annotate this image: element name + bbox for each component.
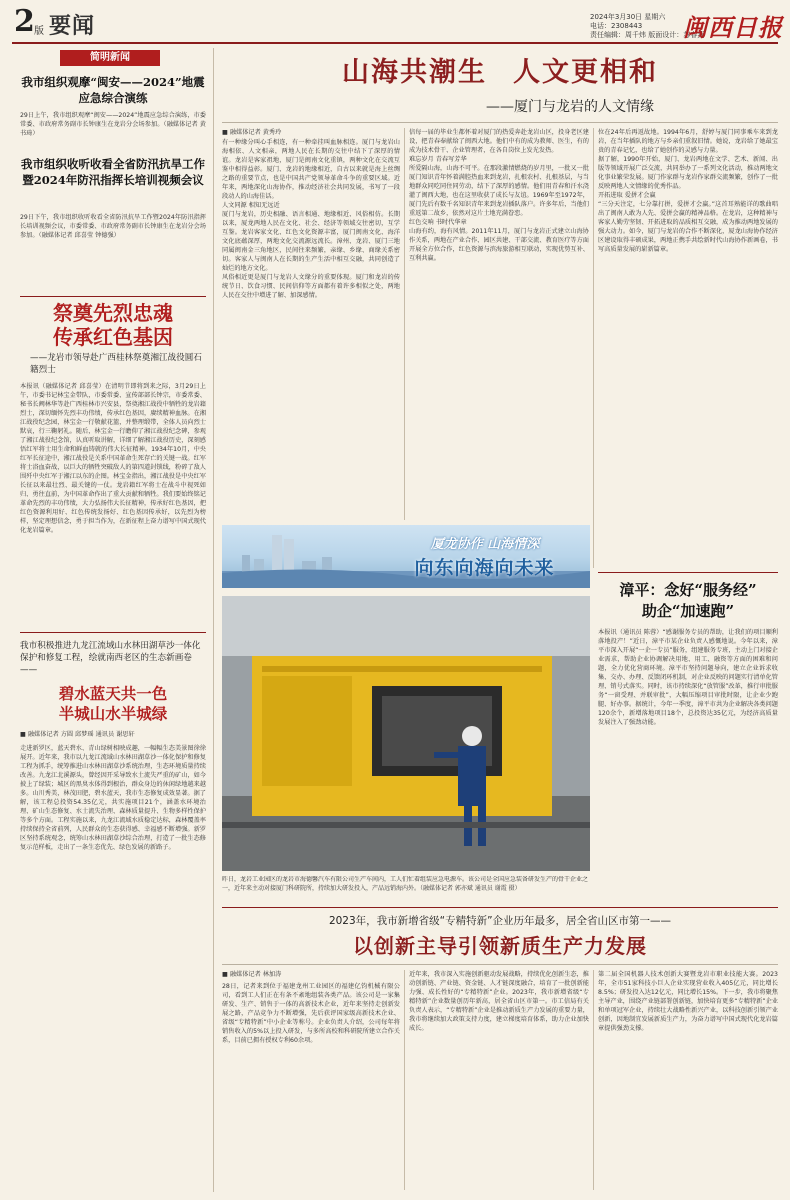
page-number: 2 (14, 4, 35, 39)
article-left2-subtitle: 我市积极推进九龙江流域山水林田湖草沙一体化保护和修复工程，绘就南西老区的生态新画卷—— (20, 641, 201, 675)
masthead-date: 2024年3月30日 星期六 (590, 13, 666, 21)
article-right-body: 本报讯（通讯员 陈蓉）“感谢服务专员的帮助，让我们的项目顺利落地投产！”近日，漳平市某企业负责人感慨地说。今年以来，漳平市深入开展“一企一专员”服务，组建服务专班，主动上门对接企业需求，帮助企业协调解决用地、用工、融资等方面的困难和问题，全力优化营商环境。漳平市坚持问题导向，建立企业诉求收集、交办、办理、反馈闭环机制，对企业反映的问题实行清单化管理、销号式落实。同时，该市持续深化“放管服”改革，推行审批服务“一窗受理、并联审批”，大幅压缩项目审批时限，让企业少跑腿、好办事。据统计，今年一季度，漳平市共为企业解决各类问题120余个，新增落地项目18个，总投资达35亿元，为经济高质量发展注入了强劲动能。 (598, 629, 778, 726)
bottom-column-3: 第二届全国机器人技术创新大赛暨龙岩市职业技能大赛。2023年，全市51家科技小巨人企业实现营业收入405亿元，同比增长8.5%；研发投入达12亿元，同比增长15%。下一步，我市将聚焦主导产业，围绕产业链部署创新链，加快培育更多“专精特新”企业和单项冠军企业，持续壮大战略性新兴产业，以科技创新引领产业创新，因地制宜发展新质生产力，为奋力谱写中国式现代化龙岩篇章提供强劲支撑。 (598, 971, 778, 1032)
masthead-editors: 责任编辑：周千炜 版面设计：苏春燕 (590, 31, 705, 39)
bottom-byline: ■ 融媒体记者 林加涛 (222, 971, 282, 978)
feature-divider-1 (404, 128, 405, 520)
article-left2-title-line1: 碧水蓝天共一色 (58, 684, 168, 703)
article-left2-title-line2: 半城山水半城绿 (58, 704, 168, 723)
brief-section-tag: 简明新闻 (60, 50, 160, 66)
feature-divider-2 (593, 128, 594, 568)
column-divider-left (213, 48, 214, 1192)
feature-column-3: 位在24年后再返故地。1994年6月，舒婷与厦门同事乘车来到龙岩，在当年插队的地方与乡亲们重叙旧情。她说，龙岩给了她最宝贵的青春记忆，也给了她创作的灵感与力量。 据了解，1990年开始，厦门、龙岩两地在文学、艺术、新闻、出版等领域开展广泛交流，共同举办了一系列文化活动，推动两地文化事业繁荣发展。厦门作家群与龙岩作家群交流频繁，创作了一批反映两地人文情缘的优秀作品。 开拓进取 爱拼才会赢 “三分天注定，七分靠打拼，爱拼才会赢。”这首耳熟能详的歌曲唱出了闽南人敢为人先、爱拼会赢的精神品格。在龙岩，这种精神与客家人勤劳坚韧、开拓进取的品质相互交融，成为推动两地发展的强大动力。如今，厦门与龙岩的合作不断深化，厦龙山海协作经济区建设取得丰硕成果，两地正携手共绘新时代山海协作新画卷，书写高质量发展的崭新篇章。 (598, 129, 778, 253)
banner-line1: 厦龙协作 山海情深 (430, 537, 540, 552)
newspaper-logo: 闽西日报 (683, 14, 783, 42)
feature-column-1: 有一种缘分叫心手相连，有一种牵挂叫血脉相连。厦门与龙岩山海相依、人文相亲，两地人民在长期的交往中结下了深厚的情谊。龙岩是客家祖地，厦门是闽南文化重镇，两种文化在交流互鉴中相得益彰。厦门、龙岩的地缘相近，自古以来就是海上丝绸之路的重要节点，也是中国共产党领导革命斗争的重要区域。近年来，两地深化山海协作，推动经济社会共同发展，书写了一段段动人的山海佳话。 人文同源 相知无远近 厦门与龙岩，历史相融、语言相通、地缘相近、风俗相仿。长期以来，厦龙两地人民在文化、社会、经济等领域交往密切，互学互鉴。龙岩客家文化、红色文化资源丰富，厦门闽南文化、海洋文化底蕴深厚，两地文化交流源远流长。漳州、龙岩、厦门三地同属闽南金三角地区，民间往来频繁，亲缘、乡缘、商缘关系密切。客家人与闽南人在长期的生产生活中相互交融，共同创造了灿烂的地方文化。 风俗相近更是厦门与龙岩人文缘分的重要体现。厦门和龙岩的传统节日、饮食习惯、民间信仰等方面都有着许多相似之处，两地人民在交往中增进了解、加深感情。 (222, 139, 400, 299)
article-right-title-line1: 漳平：念好“服务经” (619, 581, 757, 599)
factory-photo (222, 596, 590, 871)
feature-title (222, 56, 778, 90)
feature-subtitle: ——厦门与龙岩的人文情缘 (486, 99, 654, 115)
bottom-section-rule (222, 907, 778, 908)
article-left1-divider (20, 632, 206, 633)
feature-byline: ■ 融媒体记者 黄秀玲 (222, 129, 282, 136)
feature-title-part2: 人文更相和 (513, 57, 658, 88)
bottom-column-2: 近年来，我市深入实施创新驱动发展战略，持续优化创新生态，推动创新链、产业链、资金链、人才链深度融合，培育了一批创新能力强、成长性好的“专精特新”企业。2023年，我市新增省级“专精特新”企业数量创历年新高，居全省山区市第一。市工信局有关负责人表示，“专精特新”企业是推动新质生产力发展的重要力量，我市将继续加大政策支持力度，建立梯度培育体系，助力企业加快成长。 (409, 971, 589, 1032)
article-left2-byline: ■ 融媒体记者 方圆 邱梦瑶 通讯员 谢思轩 (20, 731, 135, 738)
article-left1-title-line2: 传承红色基因 (53, 325, 173, 349)
bottom-kicker: 2023年，我市新增省级“专精特新”企业历年最多，居全省山区市第一—— (328, 915, 672, 927)
article-left1-title-line1: 祭奠先烈忠魂 (53, 301, 173, 325)
article-left2-body: 走进新罗区，蓝天碧水、青山绿树相映成趣，一幅幅生态美景图徐徐展开。近年来，我市以九龙江流域山水林田湖草沙一体化保护和修复工程为抓手，统筹推进山水林田湖草沙系统治理，生态环境质量持续改善。九龙江北溪源头，曾经因开采导致水土流失严重的矿山，如今披上了绿装；城区的黑臭水体得到根治，群众身边的休闲绿地越来越多。山川秀美，林茂田肥，碧水蓝天，我市生态修复成效显著。据了解，该工程总投资54.35亿元，共实施项目21个，涵盖水环境治理、矿山生态修复、水土流失治理、森林质量提升、生物多样性保护等多个方面。工程实施以来，九龙江流域水质稳定达标，森林覆盖率持续保持全省前列，人民群众的生态获得感、幸福感不断增强。新罗区坚持系统观念，统筹山水林田湖草沙综合治理，打造了一批生态修复示范样板，走出了一条生态优先、绿色发展的新路子。 (20, 745, 206, 851)
banner-line2: 向东向海向未来 (414, 557, 555, 579)
masthead-rule (12, 42, 778, 44)
worker-maintenance-illustration (222, 596, 590, 871)
feature-title-part1: 山海共潮生 (342, 57, 487, 88)
bottom-title: 以创新主导引领新质生产力发展 (353, 934, 647, 958)
brief-item1-title: 我市组织观摩“闽安——2024”地震应急综合演练 (21, 75, 205, 105)
article-left1-body: 本报讯（融媒体记者 邱喜莹）在清明节即将到来之际，3月29日上午，市委书记林宝金带队，市委常委、宣传部部长钟宗，市委常委、秘书长阙林华等赴广西桂林市兴安县，祭奠湘江战役中牺牲的龙岩籍烈士，深切缅怀先烈丰功伟绩，传承红色基因，赓续精神血脉。在湘江战役纪念园，林宝金一行敬献花篮，并整理缎带，全体人员向烈士默哀，行三鞠躬礼。随后，林宝金一行瞻仰了湘江战役纪念碑，参观了湘江战役纪念馆，认真听取讲解，详细了解湘江战役历史，深刻感悟红军将士用生命和鲜血铸就的伟大长征精神。1934年10月，中央红军长征途中，湘江战役是关系中国革命生死存亡的关键一战。红军将士浴血奋战，以巨大的牺牲突破敌人的第四道封锁线，粉碎了敌人围歼中央红军于湘江以东的企图。林宝金指出，湘江战役是中央红军长征以来最壮烈、最关键的一仗。龙岩籍红军将士在战斗中视死如归、勇往直前，为中国革命作出了重大贡献和牺牲。我们要始终铭记革命先烈的丰功伟绩，大力弘扬伟大长征精神，传承好红色基因，把红色资源利用好、红色传统发扬好、红色基因传承好，以先烈为榜样，坚定理想信念，勇于担当作为，在新征程上奋力谱写中国式现代化龙岩篇章。 (20, 383, 206, 534)
bottom-title-rule (222, 964, 778, 965)
article-right-top-rule (598, 572, 778, 573)
brief-item1-body: 29日上午，我市组织观摩“闽安——2024”地震应急综合演练，市委常委、市政府常务副市长钟康生在龙岩分会场参加。（融媒体记者 黄书琦） (20, 112, 206, 137)
bottom-column-1: 28日，记者来到位于福建龙州工业园区的福建亿钧机械有限公司，看到工人们正在有条不紊地组装各类产品。该公司是一家集研发、生产、销售于一体的高新技术企业，近年来坚持走创新发展之路，产品竞争力不断增强，先后获评国家级高新技术企业、省级“专精特新”中小企业等称号。企业负责人介绍，公司每年将销售收入的5%以上投入研发，与多所高校和科研院所建立合作关系，目前已拥有授权专利60余项。 (222, 983, 400, 1044)
page-unit: 版 (34, 26, 44, 37)
masthead-phone: 电话：2308443 (590, 22, 643, 30)
bottom-divider-1 (404, 970, 405, 1190)
photo-caption: 昨日，龙岩工业园区的龙岩市海德馨汽车有限公司生产车间内，工人们忙着组装应急电源车。该公司是全国应急装备研发生产的骨干企业之一，近年来主动对接厦门科研院所，持续加大研发投入，产品远销海内外。（融媒体记者 郭亦斌 通讯员 谢霞 摄） (222, 876, 589, 892)
brief-item2-body: 29日下午，我市组织收听收看全省防汛抗旱工作暨2024年防汛指挥长培训视频会议，市委常委、市政府常务副市长钟康生在龙岩分会场参加。（融媒体记者 邱喜莹 钟德强） (20, 214, 206, 239)
brief-divider (20, 296, 206, 297)
feature-title-rule (222, 122, 778, 123)
masthead (0, 0, 790, 46)
brief-item2-title: 我市组织收听收看全省防汛抗旱工作暨2024年防汛指挥长培训视频会议 (21, 157, 205, 187)
banner-photo (222, 525, 590, 588)
article-right-title-line2: 助企“加速跑” (641, 602, 735, 620)
article-left1-subtitle: ——龙岩市领导赴广西桂林祭奠湘江战役圆石籍烈士 (30, 353, 202, 375)
bottom-divider-2 (593, 970, 594, 1190)
feature-column-2: 信每一届的毕业生都怀着对厦门的热爱奔赴龙岩山区，投身老区建设，把青春奉献给了闽西大地。他们中有的成为教师、医生，有的成为技术骨干、企业管理者，在各自岗位上发光发热。 难忘岁月 青春写芳华 所爱隔山海，山海不可平。在那段激情燃烧的岁月里，一批又一批厦门知识青年怀着满腔热血来到龙岩，扎根农村、扎根基层，与当地群众同吃同住同劳动，结下了深厚的感情。他们用青春和汗水浇灌了闽西大地，也在这里收获了成长与友谊。1969年至1972年，厦门先后有数千名知识青年来到龙岩插队落户。许多年后，当他们重返第二故乡，依然对这片土地充满眷恋。 红色交响 书时代华章 山海有约，海有风情。2011年11月，厦门与龙岩正式建立山海协作关系，两地在产业合作、园区共建、干部交流、教育医疗等方面开展全方位合作，红色资源与滨海旅游相互联动，实现优势互补、互利共赢。 (409, 129, 589, 262)
section-name: 要闻 (49, 14, 96, 39)
